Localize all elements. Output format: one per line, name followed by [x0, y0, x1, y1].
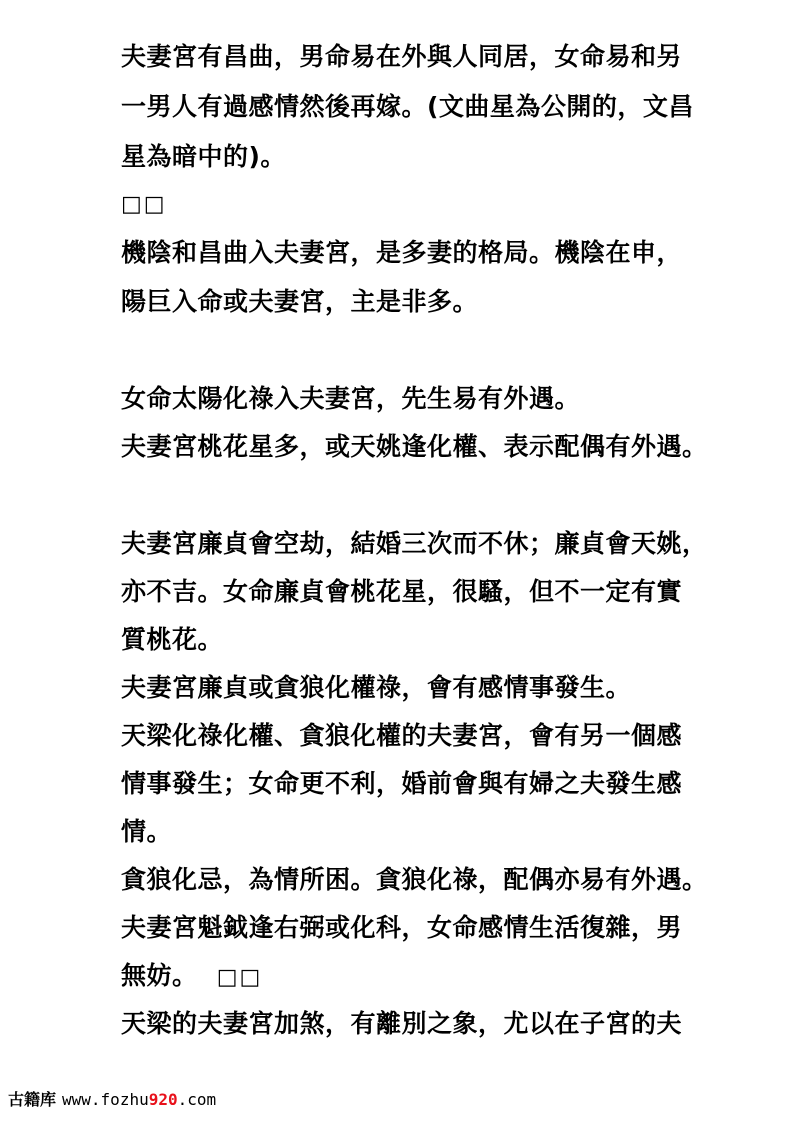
footer-site-name: 古籍库: [8, 1090, 57, 1109]
trailing-glyph-boxes: □□: [216, 965, 263, 990]
footer-url-suffix[interactable]: .com: [177, 1090, 217, 1109]
text-line-13: 天梁化祿化權、貪狼化權的夫妻宮，會有另一個感: [121, 721, 683, 750]
text-line-19: 天梁的夫妻宮加煞，有離別之象，尤以在子宮的夫: [121, 1009, 683, 1038]
text-line-12: 夫妻宮廉貞或貪狼化權祿，會有感情事發生。: [121, 673, 632, 702]
text-line-18: [121, 961, 262, 993]
text-line-17: 夫妻宮魁鉞逢右弼或化科，女命感情生活復雜，男: [121, 913, 683, 942]
text-line-3: 星為暗中的)。: [121, 142, 286, 171]
text-line-8: 夫妻宮桃花星多，或天姚逢化權、表示配偶有外遇。: [121, 432, 708, 461]
text-line-11: 質桃花。: [121, 625, 224, 654]
text-line-9: 夫妻宮廉貞會空劫，結婚三次而不休；廉貞會天姚，: [121, 529, 708, 558]
text-line-1: 夫妻宮有昌曲，男命易在外與人同居，女命易和另: [121, 42, 683, 71]
text-line-6: 陽巨入命或夫妻宮，主是非多。: [121, 287, 479, 316]
text-line-7: 女命太陽化祿入夫妻宮，先生易有外遇。: [121, 384, 581, 413]
missing-glyph-boxes: □□: [121, 192, 167, 217]
text-line-15: 情。: [121, 817, 173, 846]
footer-url-number[interactable]: 920: [148, 1090, 178, 1109]
text-line-5: 機陰和昌曲入夫妻宮，是多妻的格局。機陰在申，: [121, 238, 683, 267]
text-line-10: 亦不吉。女命廉貞會桃花星，很騷，但不一定有實: [121, 577, 683, 606]
site-footer: [8, 1089, 216, 1111]
footer-url-prefix[interactable]: www.fozhu: [62, 1090, 149, 1109]
text-line-18-content: 無妨。: [121, 961, 198, 990]
text-line-14: 情事發生；女命更不利，婚前會與有婦之夫發生感: [121, 769, 683, 798]
text-line-2: 一男人有過感情然後再嫁。(文曲星為公開的，文昌: [121, 92, 694, 121]
text-line-16: 貪狼化忌，為情所困。貪狼化祿，配偶亦易有外遇。: [121, 865, 708, 894]
